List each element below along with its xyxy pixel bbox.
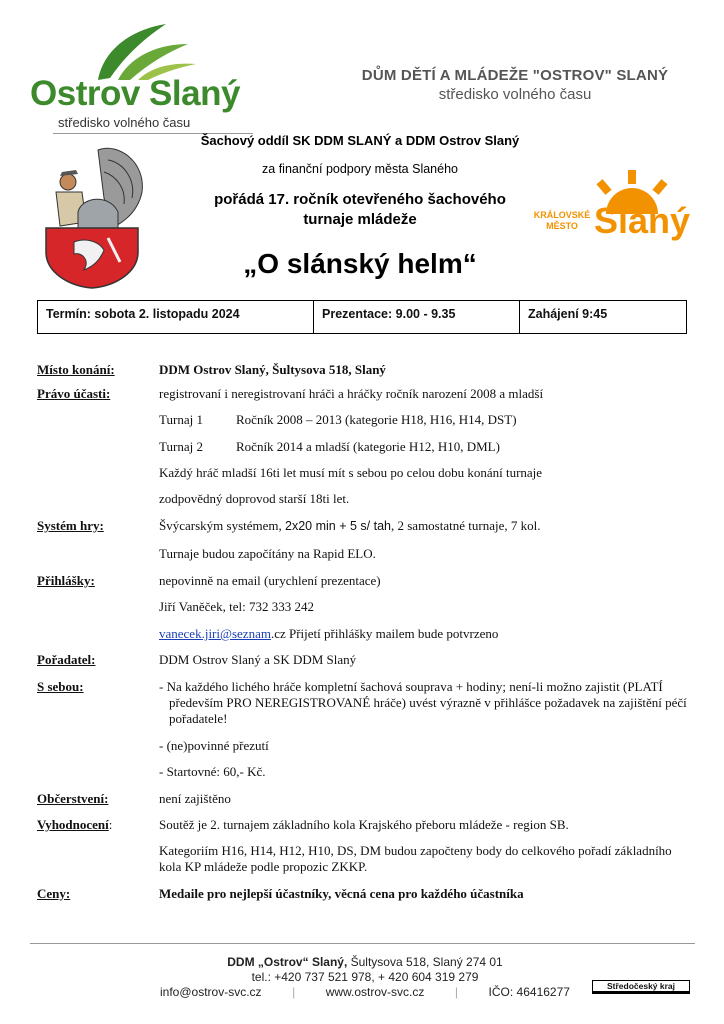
venue-label: Místo konání:	[37, 362, 115, 377]
announcement-line-1: pořádá 17. ročník otevřeného šachového	[214, 191, 506, 208]
tournament-1-name: Turnaj 1	[159, 412, 203, 427]
email-link[interactable]: vanecek.jiri@seznam	[159, 626, 271, 641]
evaluation-value-1: Soutěž je 2. turnajem základního kola Krajského přeboru mládeže - region SB.	[159, 817, 569, 832]
footer-ico: IČO: 46416277	[488, 985, 570, 999]
logo-subtitle: středisko volného času	[58, 115, 191, 130]
venue-value: DDM Ostrov Slaný, Šultysova 518, Slaný	[159, 362, 386, 377]
system-time-control: 2x20 min + 5 s/ tah	[285, 519, 391, 533]
start-cell: Zahájení 9:45	[519, 301, 686, 333]
registration-cell: Prezentace: 9.00 - 9.35	[313, 301, 519, 333]
evaluation-label-text: Vyhodnocení	[37, 817, 109, 832]
evaluation-value-2: Kategoriím H16, H14, H12, H10, DS, DM budou započteny body do celkového pořadí základního kola KP mládeže podle propozic ZKKP.	[159, 843, 672, 874]
announcement	[180, 190, 540, 230]
info-box	[37, 300, 687, 334]
organizer-line: Šachový oddíl SK DDM SLANÝ a DDM Ostrov Slaný	[200, 133, 520, 148]
kral-logo-line-1: KRÁLOVSKÉ	[533, 210, 591, 220]
footer-phone: tel.: +420 737 521 978, + 420 604 319 279	[251, 970, 479, 984]
footer-address	[130, 955, 600, 970]
bring-item-1: - Na každého lichého hráče kompletní šachová souprava + hodiny; není-li možno zajistit (PLATÍ především PRO NEREGISTROVANÉ hráče) uvést výrazně v přihlášce požadavek na zajištění péčí pořadatele!	[159, 679, 687, 726]
bring-item-2: - (ne)povinné přezutí	[159, 738, 269, 753]
kraj-logo-text: Středočeský kraj	[592, 980, 690, 994]
prizes-label: Ceny:	[37, 886, 71, 901]
footer-web[interactable]: www.ostrov-svc.cz	[325, 985, 425, 999]
bring-label: S sebou:	[37, 679, 84, 694]
stredocesky-kraj-logo	[592, 980, 690, 998]
food-label: Občerstvení:	[37, 791, 109, 806]
tournament-title: „O slánský helm“	[243, 248, 477, 279]
prizes-value: Medaile pro nejlepší účastníky, věcná cena pro každého účastníka	[159, 886, 524, 901]
header-organization-subtitle: středisko volného času	[438, 86, 592, 103]
helmet-emblem-icon	[38, 142, 150, 290]
rights-label: Právo účasti:	[37, 386, 111, 401]
tournament-2-name: Turnaj 2	[159, 439, 203, 454]
kral-logo-text	[532, 210, 592, 232]
under16-line-1: Každý hráč mladší 16ti let musí mít s sebou po celou dobu konání turnaje	[159, 465, 543, 480]
footer-email[interactable]: info@ostrov-svc.cz	[160, 985, 262, 999]
kral-logo-line-2: MĚSTO	[546, 221, 578, 231]
rights-value: registrovaní i neregistrovaní hráči a hráčky ročník narození 2008 a mladší	[159, 386, 544, 401]
support-line: za finanční podpory města Slaného	[262, 162, 458, 176]
footer-separator-2: |	[454, 985, 459, 999]
footer-divider	[30, 943, 695, 944]
ostrov-slany-logo	[28, 22, 268, 132]
food-value: není zajištěno	[159, 791, 231, 806]
footer-address-rest: Šultysova 518, Slaný 274 01	[347, 955, 503, 969]
system-text-a: Švýcarským systémem,	[159, 518, 286, 533]
under16-line-2: zodpovědný doprovod starší 18ti let.	[159, 491, 350, 506]
header-right	[345, 67, 685, 103]
announcement-line-2: turnaje mládeže	[303, 211, 417, 228]
organizer-label: Pořadatel:	[37, 652, 96, 667]
contact-line: Jiří Vaněček, tel: 732 333 242	[159, 599, 315, 614]
organizer-value: DDM Ostrov Slaný a SK DDM Slaný	[159, 652, 357, 667]
tournament-2-desc: Ročník 2014 a mladší (kategorie H12, H10, DML)	[236, 439, 500, 454]
system-value	[159, 518, 689, 534]
kral-logo-brand: Slaný	[594, 200, 691, 241]
kralovske-mesto-slany-logo	[532, 170, 692, 250]
footer-contacts	[130, 985, 600, 1000]
evaluation-label-colon: :	[108, 817, 113, 832]
tournament-1-desc: Ročník 2008 – 2013 (kategorie H18, H16, H14, DST)	[236, 412, 517, 427]
leaf-icon	[88, 22, 198, 82]
rapid-elo-line: Turnaje budou započítány na Rapid ELO.	[159, 546, 376, 561]
footer-separator-1: |	[292, 985, 296, 999]
bring-item-3: - Startovné: 60,- Kč.	[159, 764, 266, 779]
header-organization-title: DŮM DĚTÍ A MLÁDEŽE "OSTROV" SLANÝ	[361, 67, 669, 84]
footer-org-name: DDM „Ostrov“ Slaný,	[227, 955, 348, 969]
logo-title: Ostrov Slaný	[30, 74, 240, 113]
system-label: Systém hry:	[37, 518, 104, 533]
evaluation-label	[37, 817, 112, 833]
application-value: nepovinně na email (urychlení prezentace)	[159, 573, 381, 588]
system-text-c: , 2 samostatné turnaje, 7 kol.	[390, 518, 541, 533]
footer	[130, 955, 600, 1000]
term-cell: Termín: sobota 2. listopadu 2024	[46, 307, 240, 321]
application-label: Přihlášky:	[37, 573, 95, 588]
email-line-rest: .cz Přijetí přihlášky mailem bude potvrzeno	[270, 626, 499, 641]
email-line	[159, 626, 498, 642]
